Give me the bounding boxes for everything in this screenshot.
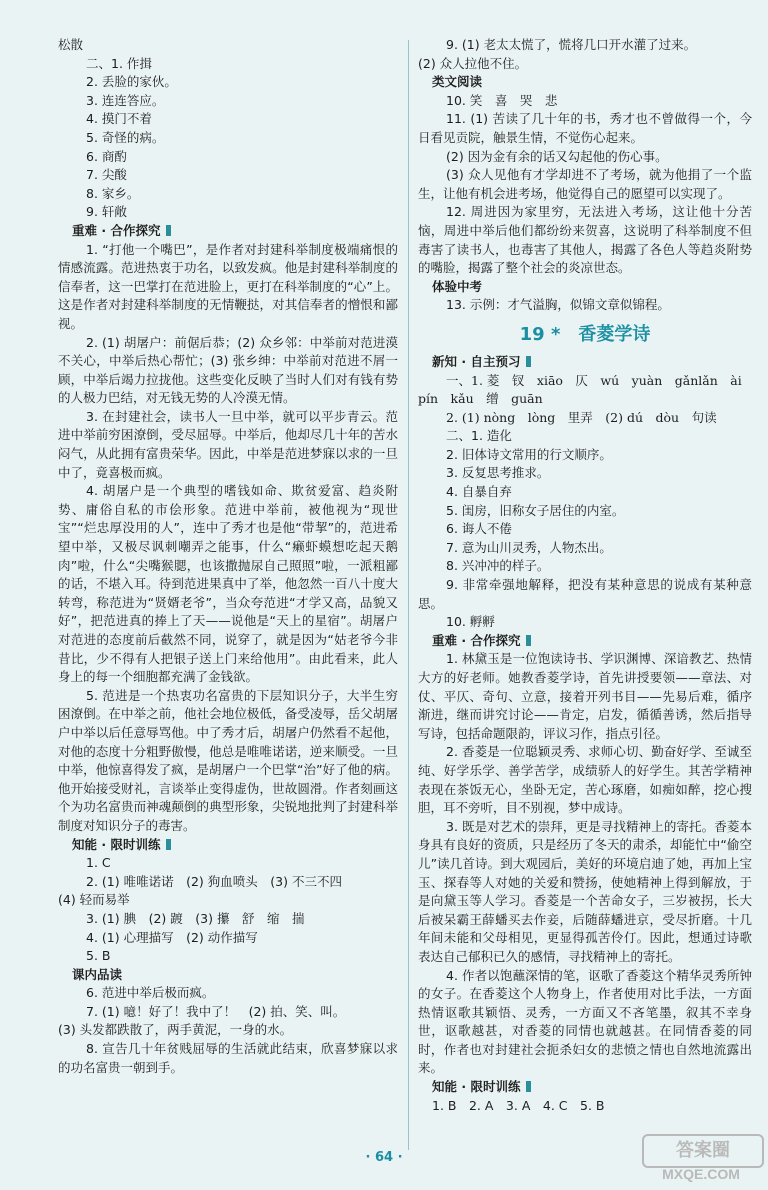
watermark-text: 答案圈: [642, 1134, 764, 1168]
answer-line: 7. (1) 噫！好了！我中了！ (2) 拍、笑、叫。: [86, 1003, 346, 1019]
answer-line: 6. 诲人不倦: [446, 521, 512, 537]
answer-paragraph: 3. 在封建社会，读书人一旦中举，就可以平步青云。范进中举前穷困潦倒，受尽屈辱。中举后，他却尽几十年的苦水闷气，从此拥有富贵荣华。因此，中举是范进梦寐以求的一旦中了，竟喜极而疯。: [58, 408, 398, 480]
answer-line: 3. 反复思考推求。: [446, 465, 550, 481]
answer-line: 13. 示例：才气溢胸，似锦文章似锦程。: [446, 297, 670, 313]
answer-line: 2. 丢脸的家伙。: [86, 74, 177, 90]
answer-line: 7. 尖酸: [86, 167, 127, 183]
answer-paragraph: 1. 林黛玉是一位饱读诗书、学识渊博、深谙教艺、热情大方的好老师。她教香菱学诗，首先讲授要领——章法、对仗、平仄、奇句、立意，接着开列书目——先易后难，循序渐进，继而讲究讨论——肯定，启发，循循善诱，然后指导写诗，包括命题限韵，评议习作，指点引径。: [418, 651, 752, 741]
answer-line: (3) 头发都跌散了，两手黄泥，一身的水。: [58, 1022, 293, 1038]
answer-paragraph: 1. “打他一个嘴巴”，是作者对封建科举制度极端痛恨的情感流露。范进热衷于功名，以致发疯。他是封建科举制度的信奉者，这一巴掌打在范进脸上，更打在科举制度的“心”上。这是作者对封建科举制度的无情鞭挞，对其信奉者的憎恨和鄙视。: [58, 241, 398, 331]
section-heading: 重难 · 合作探究: [58, 222, 398, 241]
pinyin-line: 2. (1) nòng lòng 里弄 (2) dú dòu 句读: [446, 409, 717, 425]
right-column: [418, 36, 752, 1115]
subsection-heading: 课内品读: [72, 966, 123, 982]
answer-line: 3. (1) 腆 (2) 踱 (3) 攥 舒 缩 揣: [86, 910, 305, 926]
answer-line: 4. (1) 心理描写 (2) 动作描写: [86, 929, 258, 945]
watermark-logo: [642, 1134, 760, 1184]
chapter-title: [418, 321, 752, 349]
answer-line: 5. 奇怪的病。: [86, 129, 165, 145]
answer-paragraph: (3) 众人见他有才学却进不了考场，就为他捐了一个监生，让他有机会进考场，他觉得自己的愿望可以实现了。: [418, 167, 752, 201]
answer-line: 1. C: [86, 855, 111, 871]
left-column: [58, 36, 398, 1077]
answer-line: 二、1. 作揖: [86, 55, 152, 71]
answer-line: (2) 因为金有余的话又勾起他的伤心事。: [446, 148, 668, 164]
subsection-heading: 体验中考: [432, 278, 483, 294]
answer-paragraph: 4. 作者以饱蘸深情的笔，讴歌了香菱这个精华灵秀所钟的女子。在香菱这个人物身上，作者使用对比手法，一方面热情讴歌其颖悟、灵秀，一方面又不吝笔墨，叙其不幸身世，讴歌越甚，对香菱的同情也就越甚。在同情香菱的同时，作者也对封建社会扼杀妇女的悲愤之情也自然地流露出来。: [418, 967, 752, 1076]
answer-line: 1. B 2. A 3. A 4. C 5. B: [432, 1097, 605, 1113]
answer-paragraph: 4. 胡屠户是一个典型的嗜钱如命、欺贫爱富、趋炎附势、庸俗自私的市侩形象。范进中举前，被他视为“现世宝”“烂忠厚没用的人”，连中了秀才也是他“带挈”的，范进希望中举，又极尽讽刺嘲弄之能事，什么“癞虾蟆想吃起天鹅肉”啦，什么“尖嘴猴腮，也该撒抛尿自己照照”啦，一派粗鄙的话，不堪入耳。待到范进果真中了举，他忽然一百八十度大转弯，称范进为“贤婿老爷”，当众夸范进“才学又高，品貌又好”，把范进真的捧上了天——说他是“天上的星宿”。胡屠户对范进的态度前后截然不同，说穿了，就是因为“姑老爷今非昔比，少不得有人把银子送上门来给他用”。由此看来，此人身上的每一个细胞都充满了金钱欲。: [58, 483, 398, 685]
answer-line: 9. (1) 老太太慌了，慌将几口开水灌了过来。: [446, 37, 697, 52]
answer-line: 5. 闺房，旧称女子居住的内室。: [446, 502, 625, 518]
answer-line: 5. B: [86, 948, 111, 964]
answer-paragraph: 2. 香菱是一位聪颖灵秀、求师心切、勤奋好学、至诚至纯、好学乐学、善学苦学，成绩骄人的好学生。其苦学精神表现在茶饭无心，坐卧无定，苦心琢磨，如痴如醉，挖心搜胆，耳不旁听，目不别视，梦中成诗。: [418, 744, 752, 816]
section-heading: 新知 · 自主预习: [418, 353, 752, 372]
answer-line: 8. 家乡。: [86, 185, 140, 201]
answer-paragraph: 8. 宣告几十年贫贱屈辱的生活就此结束，欣喜梦寐以求的功名富贵一朝到手。: [58, 1041, 398, 1075]
answer-line: 3. 连连答应。: [86, 92, 165, 108]
answer-line: 2. (1) 唯唯诺诺 (2) 狗血喷头 (3) 不三不四: [86, 873, 342, 889]
section-heading: 知能 · 限时训练: [418, 1078, 752, 1097]
pinyin-line: 一、1. 菱 钗 xiāo 仄 wú yuàn gǎnlǎn ài: [446, 372, 742, 388]
answer-paragraph: 11. (1) 苦读了几十年的书，秀才也不曾做得一个，今日看见贡院，触景生情，不觉伤心起来。: [418, 111, 752, 145]
page-number: · 64 ·: [365, 1150, 403, 1165]
pinyin-line: pín kǎu 缯 guān: [418, 391, 543, 407]
answer-line: 4. 自暴自弃: [446, 484, 512, 500]
answer-line: (4) 轻而易举: [58, 892, 130, 908]
section-heading: 知能 · 限时训练: [58, 836, 398, 855]
watermark-url: MXQE.COM: [662, 1166, 740, 1182]
answer-line: 8. 兴冲冲的样子。: [446, 558, 550, 574]
subsection-heading: 类文阅读: [432, 74, 483, 90]
answer-line: 2. 旧体诗文常用的行文顺序。: [446, 446, 612, 462]
answer-line: 6. 范进中举后极而疯。: [86, 985, 215, 1001]
chapter-name: 香菱学诗: [578, 323, 651, 345]
answer-paragraph: 5. 范进是一个热衷功名富贵的下层知识分子，大半生穷困潦倒。在中举之前，他社会地位极低，备受凌辱，岳父胡屠户中举以后任意辱骂他。中了秀才后，胡屠户仍然看不起他，对他的态度十分粗野傲慢，他总是唯唯诺诺，逆来顺受。一旦中举，他惊喜得发了疯，是胡屠户一个巴掌“治”好了他的病。他开始接受财礼，言谈举止变得虚伪，世故圆滑。作者刻画这个为功名富贵而神魂颠倒的典型形象，尖锐地批判了封建科举制度对知识分子的毒害。: [58, 687, 398, 833]
answer-paragraph: 9. 非常牵强地解释，把没有某种意思的说成有某种意思。: [418, 577, 752, 611]
section-heading: 重难 · 合作探究: [418, 632, 752, 651]
answer-line: 10. 笑 喜 哭 悲: [446, 92, 558, 108]
answer-paragraph: 2. (1) 胡屠户：前倨后恭；(2) 众乡邻：中举前对范进漠不关心，中举后热心帮忙；(3) 张乡绅：中举前对范进不屑一顾，中举后竭力拉拢他。这些变化反映了当时人们对有钱有势的人极力巴结，对无钱无势的人冷漠无情。: [58, 334, 398, 406]
column-divider: [408, 40, 409, 1150]
answer-line: 二、1. 造化: [446, 428, 512, 444]
answer-paragraph: 12. 周进因为家里穷，无法进入考场，这让他十分苦恼，周进中举后他们都纷纷来贺喜，这说明了科举制度不但毒害了读书人，也毒害了其他人，揭露了各色人等趋炎附势的嘴脸，揭露了整个社会的炎凉世态。: [418, 204, 752, 276]
answer-line: 松散: [58, 37, 84, 52]
chapter-number: 19 *: [519, 323, 561, 345]
answer-line: 6. 商酌: [86, 148, 127, 164]
answer-line: (2) 众人拉他不住。: [418, 55, 528, 71]
answer-line: 4. 摸门不着: [86, 111, 152, 127]
answer-line: 7. 意为山川灵秀，人物杰出。: [446, 539, 612, 555]
answer-paragraph: 3. 既是对艺术的崇拜，更是寻找精神上的寄托。香菱本身具有良好的资质，只是经历了冬天的肃杀，却能忙中“偷空儿”读几首诗。到大观园后，美好的环境启迪了她，再加上宝玉、探春等人对她的关爱和赞扬，使她精神上得到解放，于是向黛玉等人学习。香菱是一个苦命女子，三岁被拐，长大后被呆霸王薛蟠买去作妾，后随薛蟠进京，受尽折磨。十几年间未能和父母相见，更显得孤苦伶仃。因此，想通过诗歌表达自己郁积已久的感情，寻找精神上的寄托。: [418, 818, 752, 964]
answer-line: 10. 孵孵: [446, 614, 495, 630]
answer-line: 9. 轩敞: [86, 204, 127, 220]
